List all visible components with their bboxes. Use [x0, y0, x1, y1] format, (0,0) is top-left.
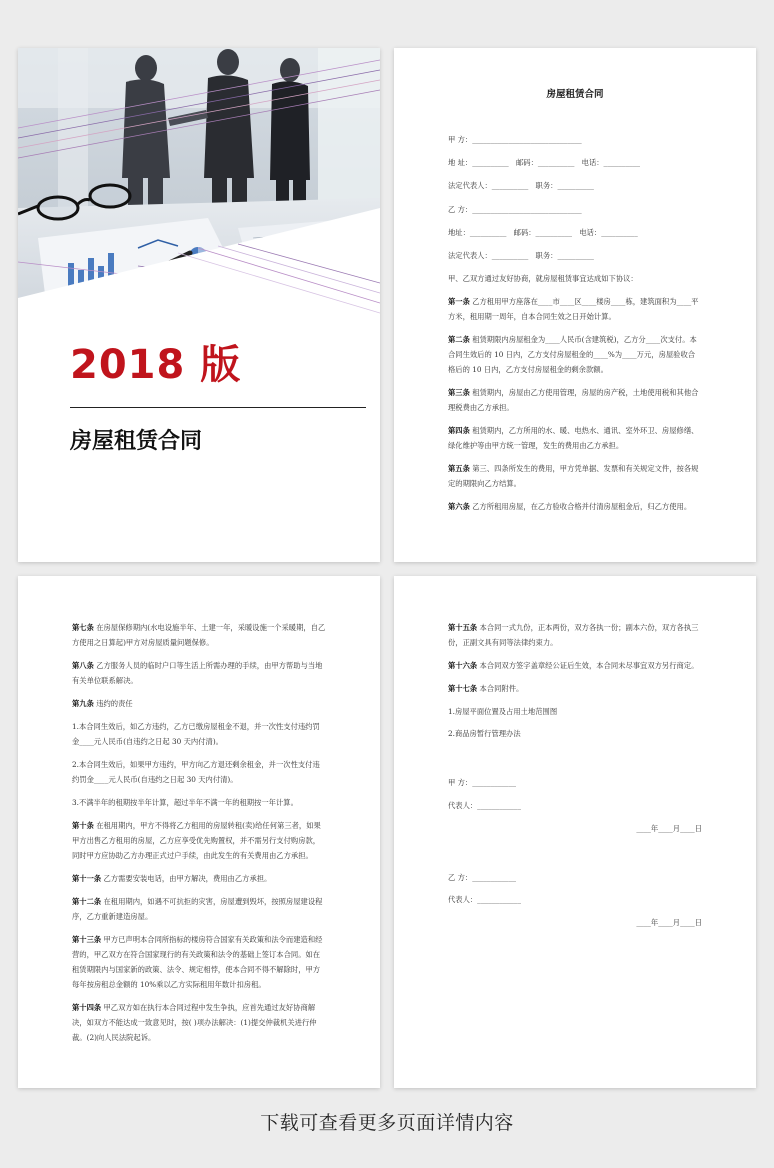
clause-head: 第六条 — [448, 502, 470, 512]
clause-text: 1.房屋平面位置及占用土地范围图 — [448, 706, 558, 716]
clause-text: 1.本合同生效后，如乙方违约，乙方已缴房屋租金不退，并一次性支付违约罚金____元人民币(自违约之日起 30 天内付清)。 — [72, 721, 320, 746]
contract-page-2 — [394, 48, 756, 562]
download-prompt[interactable]: 下载可查看更多页面详情内容 — [260, 1112, 514, 1134]
clause-text: 租赁期内，乙方所用的水、暖、电热水、通讯、室外环卫、房屋修缮、绿化维护等由甲方统一管理，发生的费用由乙方承担。 — [448, 426, 699, 451]
clause — [448, 499, 702, 514]
clause-text: 租赁期限内房屋租金为____人民币(含建筑税)，乙方分____次支付。本合同生效后的 10 日内，乙方支付房屋租金的____%为____万元，房屋验收合格后的 10 日内，乙方支付房屋租金的剩余款额。 — [448, 335, 697, 375]
clause-head: 第四条 — [448, 426, 470, 436]
party-b-signature: 乙 方：____________ — [448, 872, 516, 882]
contract-title: 房屋租赁合同 — [546, 89, 604, 100]
clause-text: 甲方已声明本合同所指标的楼房符合国家有关政策和法令而建造和经营的，甲乙双方在符合国家现行的有关政策和法令的基础上签订本合同。如在租赁期限内与国家新的政策、法令、规定相悖，使本合同不得不解除时，甲方每年按房租总金额的 10%乘以乙方实际租用年数计扣房租。 — [72, 934, 323, 990]
clause — [72, 1000, 326, 1046]
party-a-address-field: 地 址：__________ 邮码：__________ 电话：__________ — [448, 158, 641, 168]
clause — [72, 871, 326, 886]
clause — [448, 423, 702, 453]
contract-page-3 — [18, 576, 380, 1088]
clause-item — [72, 795, 326, 810]
clause — [72, 658, 326, 688]
cover-title: 房屋租赁合同 — [70, 429, 203, 454]
party-b-date: ____年____月____日 — [636, 918, 702, 928]
clause-head: 第三条 — [448, 388, 470, 398]
clause-text: 甲乙双方如在执行本合同过程中发生争执，应首先通过友好协商解决，如双方不能达成一致意见时，按( )项办法解决：(1)提交仲裁机关进行仲裁。(2)向人民法院起诉。 — [72, 1003, 317, 1043]
clause-text: 乙方所租用房屋，在乙方验收合格并付清房屋租金后，归乙方使用。 — [469, 502, 692, 512]
clause-text: 在租用期内，如遇不可抗拒的灾害，房屋遭到毁坏，按照房屋建设程序，乙方重新建造房屋。 — [72, 896, 323, 921]
party-a-date: ____年____月____日 — [636, 823, 702, 833]
clause-text: 乙方需要安装电话，由甲方解决，费用由乙方承担。 — [101, 873, 272, 883]
party-b-representative: 代表人：____________ — [448, 895, 521, 905]
party-b-rep-field: 法定代表人：__________ 职务：__________ — [448, 251, 594, 261]
clause-head: 第二条 — [448, 335, 470, 345]
party-b-field: 乙 方：______________________________ — [448, 204, 582, 214]
clause-text: 乙方租用甲方座落在____市____区____楼房____栋，建筑面积为____平方米，租用期一周年，自本合同生效之日开始计算。 — [448, 297, 699, 322]
clause — [448, 294, 702, 324]
clause-head: 第十六条 — [448, 661, 478, 670]
clause-head: 第十一条 — [72, 873, 102, 883]
clause-text: 本合同一式九份，正本两份，双方各执一份；副本六份，双方各执三份，正副文具有同等法律约束力。 — [448, 623, 699, 648]
clause — [72, 696, 326, 711]
clause-head: 第一条 — [448, 297, 470, 307]
clause — [448, 332, 702, 378]
clause-head: 第十条 — [72, 820, 94, 830]
clause — [72, 620, 326, 650]
contract-page-4 — [394, 576, 756, 1088]
clause-head: 第七条 — [72, 623, 94, 632]
clause — [448, 658, 702, 673]
clause-head: 第十七条 — [448, 683, 478, 693]
party-a-representative: 代表人：____________ — [448, 800, 521, 810]
clause — [72, 932, 326, 993]
clause-text: 在租用期内，甲方不得将乙方租用的房屋转租(卖)给任何第三者，如果甲方出售乙方租用的房屋，乙方应享受优先购置权，并不需另行支付购房款，同时甲方应协助乙方办理正式过户手续，由此发生的有关费用由乙方承担。 — [72, 820, 321, 860]
clause-head: 第五条 — [448, 464, 470, 474]
page-2-body — [448, 88, 702, 522]
clause-text: 第三、四条所发生的费用，甲方凭单据、发票和有关规定文件，按各规定的期限向乙方结算。 — [448, 464, 699, 489]
clause-item — [72, 719, 326, 749]
clause — [448, 385, 702, 415]
clause — [72, 818, 326, 864]
clause — [448, 620, 702, 650]
clause-text: 3.不满半年的租期按半年计算，超过半年不满一年的租期按一年计算。 — [72, 797, 298, 807]
clause-head: 第十五条 — [448, 623, 478, 632]
cover-business-photo — [18, 48, 380, 348]
cover-year-label: 2018 版 — [70, 342, 242, 388]
clause — [448, 461, 702, 491]
clause-text: 乙方服务人员的临时户口等生活上所需办理的手续，由甲方帮助与当地有关单位联系解决。 — [72, 661, 323, 686]
clause-head: 第九条 — [72, 699, 94, 708]
clause-text: 2.本合同生效后，如果甲方违约，甲方向乙方退还剩余租金，并一次性支付违约罚金____元人民币(自违约之日起 30 天内付清)。 — [72, 759, 320, 784]
attachment-item — [448, 726, 702, 741]
intro-paragraph: 甲、乙双方通过友好协商，就房屋租赁事宜达成如下协议： — [448, 274, 638, 284]
party-a-field: 甲 方：______________________________ — [448, 135, 582, 144]
party-a-rep-field: 法定代表人：__________ 职务：__________ — [448, 181, 594, 191]
party-a-signature: 甲 方：____________ — [448, 778, 516, 788]
clause-text: 在房屋保修期内(水电设施半年、土建一年，采暖设施一个采暖期，自乙方使用之日算起)甲方对房屋质量问题保修。 — [72, 623, 326, 648]
clause-head: 第十二条 — [72, 896, 102, 906]
cover-page — [18, 48, 380, 562]
clause-head: 第八条 — [72, 661, 94, 670]
clause-item — [72, 757, 326, 787]
clause-text: 租赁期内，房屋由乙方使用管理，房屋的房产税，土地使用税和其他合理税费由乙方承担。 — [448, 388, 699, 413]
cover-divider — [70, 407, 366, 408]
clause — [448, 681, 702, 696]
party-b-address-field: 地址：__________ 邮码：__________ 电话：__________ — [448, 227, 638, 237]
clause-text: 违约的责任 — [93, 699, 133, 708]
clause-text: 本合同附件。 — [477, 683, 524, 693]
clause-head: 第十四条 — [72, 1003, 102, 1012]
attachment-item — [448, 704, 702, 719]
clause-text: 2.商品房暂行管理办法 — [448, 729, 521, 739]
clause — [72, 894, 326, 924]
page-4-body — [448, 620, 702, 938]
page-3-body — [72, 620, 326, 1053]
clause-head: 第十三条 — [72, 934, 102, 944]
clause-text: 本合同双方签字盖章经公证后生效，本合同未尽事宜双方另行商定。 — [477, 661, 699, 670]
